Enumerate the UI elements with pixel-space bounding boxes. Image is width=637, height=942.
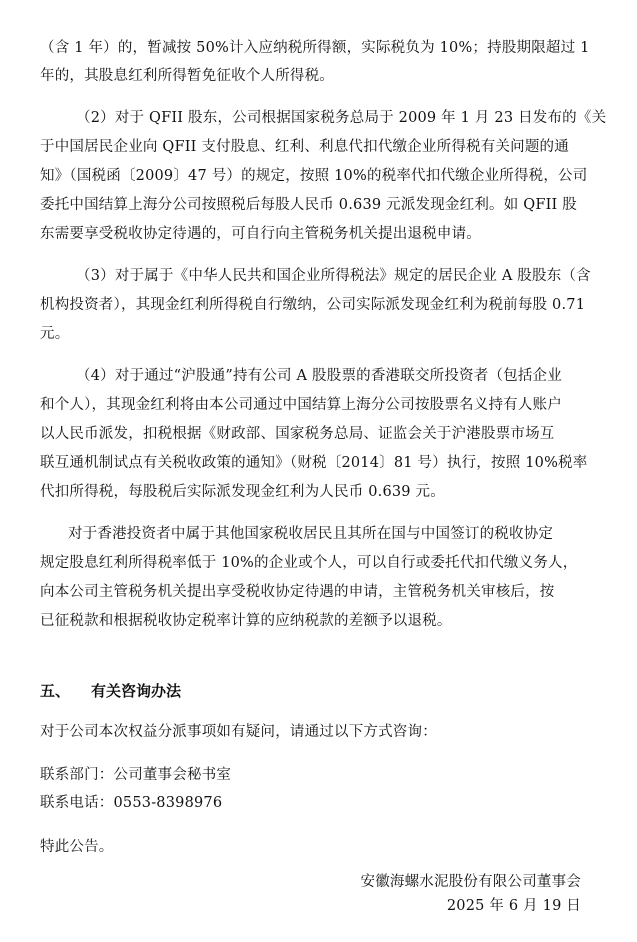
section5-title: 有关咨询办法 <box>91 682 182 700</box>
para4-line-4: 联互通机制试点有关税收政策的通知》（财税〔2014〕81 号）执行，按照 10%税率 <box>40 455 588 471</box>
para2-line-2: 于中国居民企业向 QFII 支付股息、红利、利息代扣代缴企业所得税有关问题的通 <box>40 139 569 155</box>
para2-line-5: 东需要享受税收协定待遇的，可自行向主管税务机关提出退税申请。 <box>40 226 481 242</box>
consult-intro: 对于公司本次权益分派事项如有疑问，请通过以下方式咨询： <box>40 724 437 740</box>
para5-line-1: 对于香港投资者中属于其他国家税收居民且其所在国与中国签订的税收协定 <box>68 526 554 542</box>
para2-line-1: （2）对于 QFII 股东，公司根据国家税务总局于 2009 年 1 月 23 日发布的《关 <box>76 110 607 126</box>
contact-department: 联系部门：公司董事会秘书室 <box>40 767 232 783</box>
announcement-date: 2025 年 6 月 19 日 <box>446 898 581 914</box>
section5-number: 五、 <box>40 682 71 700</box>
closing-text: 特此公告。 <box>40 839 114 855</box>
contact-phone: 联系电话：0553-8398976 <box>40 795 223 811</box>
para4-line-3: 以人民币派发，扣税根据《财政部、国家税务总局、证监会关于沪港股票市场互 <box>40 426 555 442</box>
para3-line-3: 元。 <box>40 326 70 342</box>
para4-line-5: 代扣所得税，每股税后实际派发现金红利为人民币 0.639 元。 <box>40 484 445 500</box>
para5-line-4: 已征税款和根据税收协定税率计算的应纳税款的差额予以退税。 <box>40 613 452 629</box>
para5-line-3: 向本公司主管税务机关提出享受税收协定待遇的申请，主管税务机关审核后，按 <box>40 584 555 600</box>
para1-line-2: 年的，其股息红利所得暂免征收个人所得税。 <box>40 68 334 84</box>
para3-line-2: 机构投资者），其现金红利所得税自行缴纳，公司实际派发现金红利为税前每股 0.71 <box>40 297 586 313</box>
para4-line-2: 和个人），其现金红利将由本公司通过中国结算上海分公司按股票名义持有人账户 <box>40 397 562 413</box>
para2-line-4: 委托中国结算上海分公司按照税后每股人民币 0.639 元派发现金红利。如 QFII 股 <box>40 197 577 213</box>
para1-line-1: （含 1 年）的，暂减按 50%计入应纳税所得额，实际税负为 10%；持股期限超过 1 <box>40 40 590 56</box>
para5-line-2: 规定股息红利所得税率低于 10%的企业或个人，可以自行或委托代扣代缴义务人， <box>40 555 578 571</box>
para2-line-3: 知》（国税函〔2009〕47 号）的规定，按照 10%的税率代扣代缴企业所得税，公司 <box>40 168 588 184</box>
signature: 安徽海螺水泥股份有限公司董事会 <box>360 874 581 890</box>
para3-line-1: （3）对于属于《中华人民共和国企业所得税法》规定的居民企业 A 股股东（含 <box>76 268 591 284</box>
para4-line-1: （4）对于通过“沪股通”持有公司 A 股股票的香港联交所投资者（包括企业 <box>76 368 562 384</box>
